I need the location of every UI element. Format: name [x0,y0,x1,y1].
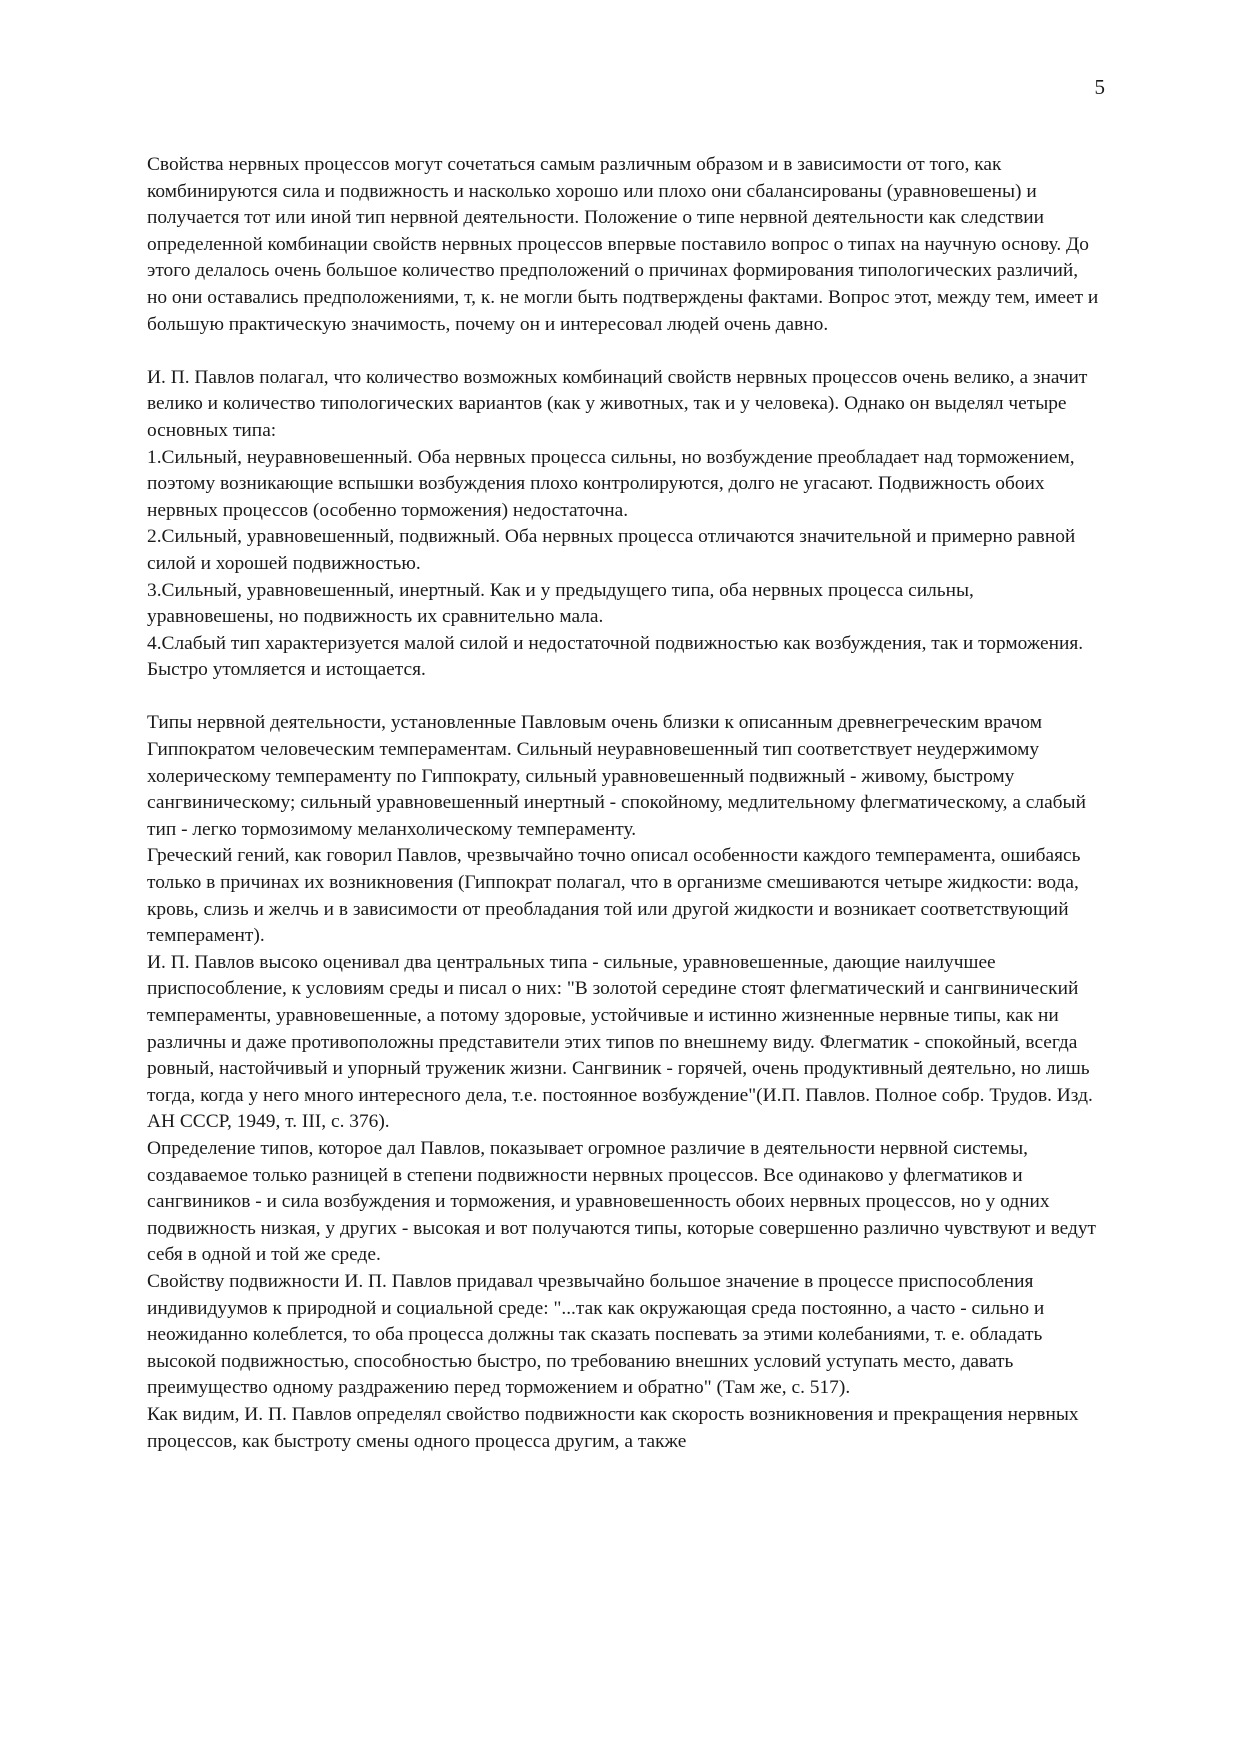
list-item-type-3: 3.Сильный, уравновешенный, инертный. Как и у предыдущего типа, оба нервных процесса сильны, уравновешены, но подвижность их сравнительно мала. [147,579,974,628]
paragraph-hippocrates-temperaments: Типы нервной деятельности, установленные Павловым очень близки к описанным древнегреческим врачом Гиппократом человеческим темпераментам. Сильный неуравновешенный тип соответствует неудержимому холерическому темпераменту по Гиппократу, сильный уравновешенный подвижный - живому, быстрому сангвиническому; сильный уравновешенный инертный - спокойному, медлительному флегматическому, а слабый тип - легко тормозимому меланхолическому темпераменту. [147,712,1086,840]
paragraph-gap [147,684,1102,711]
paragraph-mobility-definition: Как видим, И. П. Павлов определял свойство подвижности как скорость возникновения и прекращения нервных процессов, как быстроту смены одного процесса другим, а также [147,1403,1079,1452]
paragraph-properties-combination: Свойства нервных процессов могут сочетаться самым различным образом и в зависимости от того, как комбинируются сила и подвижность и насколько хорошо или плохо они сбалансированы (уравновешены) и получается тот или иной тип нервной деятельности. Положение о типе нервной деятельности как следствии определенной комбинации свойств нервных процессов впервые поставило вопрос о типах на научную основу. До этого делалось очень большое количество предположений о причинах формирования типологических различий, но они оставались предположениями, т, к. не могли быть подтверждены фактами. Вопрос этот, между тем, имеет и большую практическую значимость, почему он и интересовал людей очень давно. [147,154,1099,335]
page-body [147,152,1102,1455]
list-item-type-4: 4.Слабый тип характеризуется малой силой и недостаточной подвижностью как возбуждения, так и торможения. Быстро утомляется и истощается. [147,632,1084,681]
paragraph-mobility-quote: Свойству подвижности И. П. Павлов придавал чрезвычайно большое значение в процессе приспособления индивидуумов к природной и социальной среде: "...так как окружающая среда постоянно, а часто - сильно и неожиданно колеблется, то оба процесса должны так сказать поспевать за этими колебаниями, т. е. обладать высокой подвижностью, способностью быстро, по требованию внешних условий уступать место, давать преимущество одному раздражению перед торможением и обратно" (Там же, с. 517). [147,1270,1045,1399]
paragraph-types-definition: Определение типов, которое дал Павлов, показывает огромное различие в деятельности нервной системы, создаваемое только разницей в степени подвижности нервных процессов. Все одинаково у флегматиков и сангвиников - и сила возбуждения и торможения, и уравновешенность обоих нервных процессов, но у одних подвижность низкая, у других - высокая и вот получаются типы, которые совершенно различно чувствуют и ведут себя в одной и той же среде. [147,1137,1097,1266]
paragraph-pavlov-four-types: И. П. Павлов полагал, что количество возможных комбинаций свойств нервных процессов очень велико, а значит велико и количество типологических вариантов (как у животных, так и у человека). Однако он выделял четыре основных типа: [147,366,1088,441]
list-item-type-1: 1.Сильный, неуравновешенный. Оба нервных процесса сильны, но возбуждение преобладает над торможением, поэтому возникающие вспышки возбуждения плохо контролируются, долго не угасают. Подвижность обоих нервных процессов (особенно торможения) недостаточна. [147,446,1075,521]
list-item-type-2: 2.Сильный, уравновешенный, подвижный. Оба нервных процесса отличаются значительной и примерно равной силой и хорошей подвижностью. [147,526,1076,574]
paragraph-greek-genius: Греческий гений, как говорил Павлов, чрезвычайно точно описал особенности каждого темперамента, ошибаясь только в причинах их возникновения (Гиппократ полагал, что в организме смешиваются четыре жидкости: вода, кровь, слизь и желчь и в зависимости от преобладания той или другой жидкости и возникает соответствующий темперамент). [147,845,1081,947]
page-number: 5 [1094,75,1105,99]
paragraph-gap [147,338,1102,365]
paragraph-central-types-quote: И. П. Павлов высоко оценивал два центральных типа - сильные, уравновешенные, дающие наилучшее приспособление, к условиям среды и писал о них: "В золотой середине стоят флегматический и сангвинический темпераменты, уравновешенные, а потому здоровые, устойчивые и истинно жизненные нервные типы, как ни различны и даже противоположны представители этих типов по внешнему виду. Флегматик - спокойный, всегда ровный, настойчивый и упорный труженик жизни. Сангвиник - горячей, очень продуктивный деятельно, но лишь тогда, когда у него много интересного дела, т.е. постоянное возбуждение"(И.П. Павлов. Полное собр. Трудов. Изд. АН СССР, 1949, т. III, с. 376). [147,951,1093,1133]
